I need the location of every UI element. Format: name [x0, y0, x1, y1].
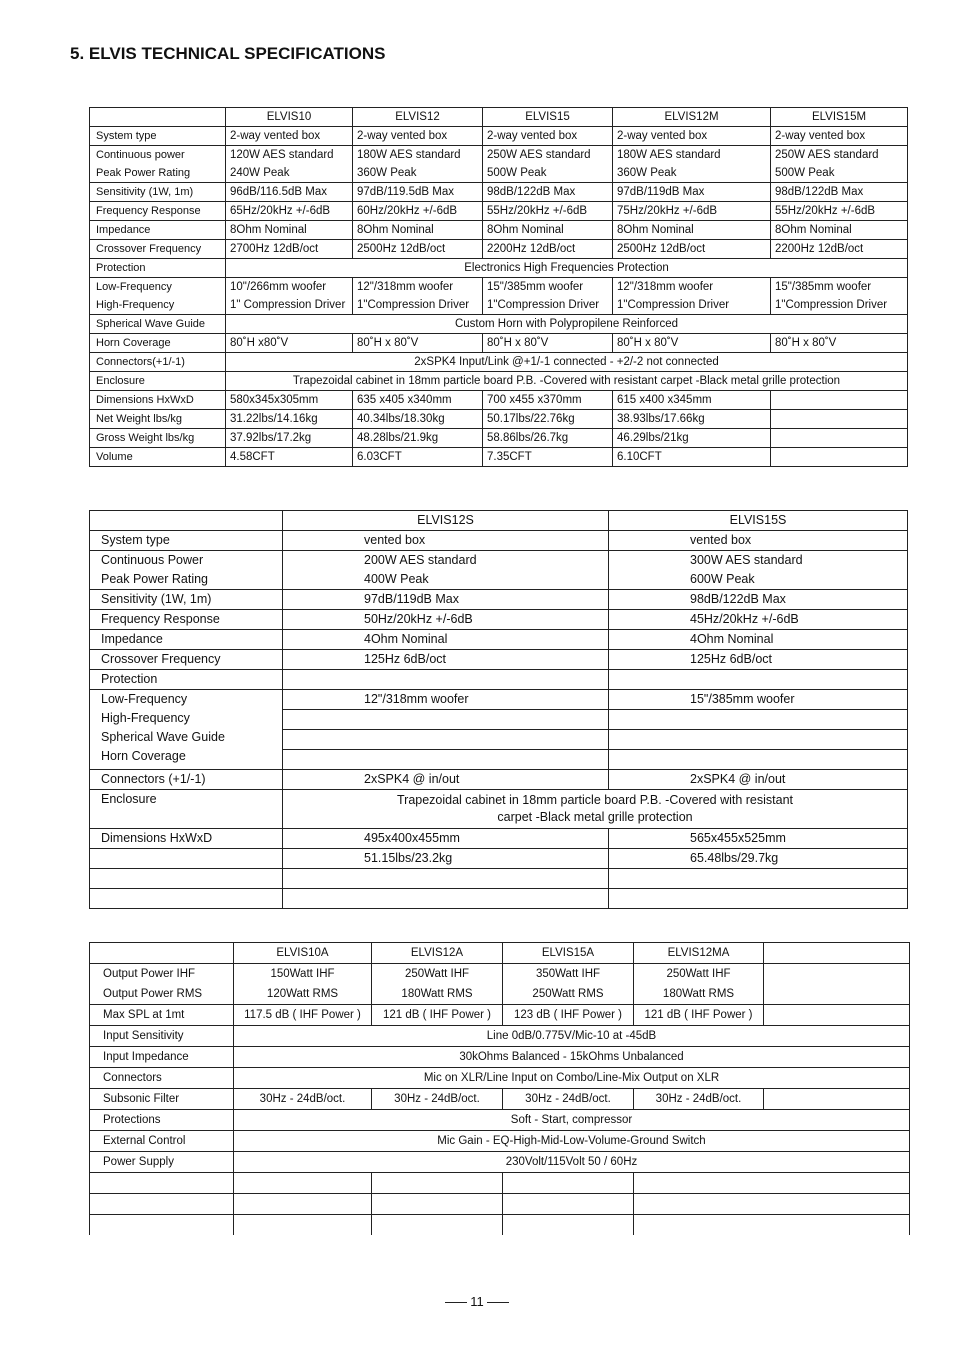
column-header: ELVIS12MA — [634, 943, 764, 964]
table-cell: 80˚H x 80˚V — [771, 334, 908, 353]
row-label: Gross Weight lbs/kg — [90, 429, 226, 448]
row-label-line: High-Frequency — [96, 299, 175, 311]
row-label: Enclosure — [90, 372, 226, 391]
table-row — [90, 146, 908, 183]
row-label: Volume — [90, 448, 226, 467]
table-cell — [283, 670, 609, 690]
table-cell — [613, 146, 771, 183]
merged-cell: Soft - Start, compressor — [234, 1110, 910, 1131]
table-cell: 2-way vented box — [226, 127, 353, 146]
cell-line: 12"/318mm woofer — [617, 281, 714, 293]
table-row — [90, 650, 908, 670]
table-cell: 615 x400 x345mm — [613, 391, 771, 410]
cell-line: 12"/318mm woofer — [357, 281, 454, 293]
cell-line: 1" Compression Driver — [230, 299, 346, 311]
row-label: Sensitivity (1W, 1m) — [90, 183, 226, 202]
row-label-line: Horn Coverage — [101, 749, 186, 763]
row-label: System type — [90, 127, 226, 146]
table-cell: 48.28lbs/21.9kg — [353, 429, 483, 448]
table-cell — [372, 964, 503, 1005]
table-cell: 635 x405 x340mm — [353, 391, 483, 410]
table-row — [90, 127, 908, 146]
page-number-text: 11 — [470, 1294, 484, 1309]
table-cell: 6.03CFT — [353, 448, 483, 467]
table-cell — [283, 730, 609, 750]
table-cell: 80˚H x 80˚V — [353, 334, 483, 353]
table-row — [90, 240, 908, 259]
table-cell — [226, 146, 353, 183]
table-cell: 50.17lbs/22.76kg — [483, 410, 613, 429]
table-row — [90, 849, 908, 869]
table-cell — [609, 710, 908, 730]
table-cell: 125Hz 6dB/oct — [609, 650, 908, 670]
table-row — [90, 1173, 910, 1194]
table-row — [90, 770, 908, 790]
table-cell: 2200Hz 12dB/oct — [771, 240, 908, 259]
passive-specs-table — [89, 107, 908, 467]
table-row — [90, 1068, 910, 1089]
cell-line: 15"/385mm woofer — [487, 281, 584, 293]
row-label — [90, 690, 283, 770]
merged-cell — [283, 790, 908, 829]
table-cell: 40.34lbs/18.30kg — [353, 410, 483, 429]
column-header: ELVIS15 — [483, 108, 613, 127]
row-label: System type — [90, 531, 283, 551]
cell-line: 1"Compression Driver — [775, 299, 888, 311]
cell-line: 360W Peak — [357, 167, 417, 179]
row-label: Protection — [90, 670, 283, 690]
column-header: ELVIS12M — [613, 108, 771, 127]
cell-line: 180Watt RMS — [401, 988, 473, 1000]
table-cell: 97dB/119.5dB Max — [353, 183, 483, 202]
table-cell: 8Ohm Nominal — [226, 221, 353, 240]
row-label: Connectors — [90, 1068, 234, 1089]
row-label: Max SPL at 1mt — [90, 1005, 234, 1026]
row-label: Enclosure — [90, 790, 283, 829]
table-cell — [609, 730, 908, 750]
table-cell: 8Ohm Nominal — [613, 221, 771, 240]
table-cell: 60Hz/20kHz +/-6dB — [353, 202, 483, 221]
table-cell — [483, 278, 613, 315]
table-cell: 50Hz/20kHz +/-6dB — [283, 610, 609, 630]
row-label: Impedance — [90, 630, 283, 650]
table-cell: 46.29lbs/21kg — [613, 429, 771, 448]
table-row — [90, 1110, 910, 1131]
table-row — [90, 221, 908, 240]
cell-line: 180W AES standard — [617, 149, 721, 161]
cell-line: 360W Peak — [617, 167, 677, 179]
table-cell: 31.22lbs/14.16kg — [226, 410, 353, 429]
row-label-line: Continuous power — [96, 149, 185, 161]
table-cell — [771, 278, 908, 315]
table-cell — [609, 670, 908, 690]
table-row — [90, 964, 910, 1005]
table-row — [90, 590, 908, 610]
table-cell: 8Ohm Nominal — [771, 221, 908, 240]
table-cell: 30Hz - 24dB/oct. — [634, 1089, 764, 1110]
cell-line: 400W Peak — [364, 572, 429, 586]
cell-line: 1"Compression Driver — [357, 299, 470, 311]
merged-cell: 30kOhms Balanced - 15kOhms Unbalanced — [234, 1047, 910, 1068]
table-cell: 80˚H x80˚V — [226, 334, 353, 353]
row-label: Net Weight lbs/kg — [90, 410, 226, 429]
table-cell: 2500Hz 12dB/oct — [613, 240, 771, 259]
table-cell: vented box — [609, 531, 908, 551]
row-label: Spherical Wave Guide — [90, 315, 226, 334]
cell-line: 600W Peak — [690, 572, 755, 586]
row-label: Sensitivity (1W, 1m) — [90, 590, 283, 610]
row-label: Impedance — [90, 221, 226, 240]
row-label: Horn Coverage — [90, 334, 226, 353]
table-cell — [226, 278, 353, 315]
cell-line: 250Watt IHF — [404, 968, 470, 980]
table-row — [90, 278, 908, 315]
table-cell: 2200Hz 12dB/oct — [483, 240, 613, 259]
table-cell — [609, 750, 908, 770]
cell-line: 1"Compression Driver — [617, 299, 730, 311]
table-cell — [283, 551, 609, 590]
table-cell: 80˚H x 80˚V — [613, 334, 771, 353]
table-cell: 55Hz/20kHz +/-6dB — [483, 202, 613, 221]
table-cell: 125Hz 6dB/oct — [283, 650, 609, 670]
table-cell: 8Ohm Nominal — [483, 221, 613, 240]
table-cell: 2700Hz 12dB/oct — [226, 240, 353, 259]
row-label — [90, 849, 283, 869]
cell-line: 1"Compression Driver — [487, 299, 600, 311]
table-cell: 51.15lbs/23.2kg — [283, 849, 609, 869]
table-cell: 30Hz - 24dB/oct. — [234, 1089, 372, 1110]
table-row — [90, 429, 908, 448]
table-row — [90, 372, 908, 391]
table-cell: 15"/385mm woofer — [609, 690, 908, 710]
cell-line: 10"/266mm woofer — [230, 281, 327, 293]
table-cell: vented box — [283, 531, 609, 551]
table-row — [90, 1026, 910, 1047]
row-label-line: High-Frequency — [101, 711, 190, 725]
table-row — [90, 183, 908, 202]
table-row — [90, 889, 908, 909]
cell-line: carpet -Black metal grille protection — [497, 810, 693, 824]
row-label — [90, 964, 234, 1005]
page-title: 5. ELVIS TECHNICAL SPECIFICATIONS — [70, 44, 386, 63]
cell-line: 250Watt RMS — [532, 988, 604, 1000]
table-header-row — [90, 108, 908, 127]
table-cell — [771, 448, 908, 467]
table-row — [90, 1131, 910, 1152]
column-header: ELVIS12A — [372, 943, 503, 964]
table-header-row — [90, 943, 910, 964]
divider — [445, 1302, 467, 1303]
table-cell — [771, 410, 908, 429]
table-cell: 2-way vented box — [613, 127, 771, 146]
row-label: Protection — [90, 259, 226, 278]
table-cell: 65Hz/20kHz +/-6dB — [226, 202, 353, 221]
table-cell: 4Ohm Nominal — [609, 630, 908, 650]
table-cell — [771, 429, 908, 448]
table-row — [90, 1047, 910, 1068]
cell-line: 250W AES standard — [775, 149, 879, 161]
table-cell: 2-way vented box — [771, 127, 908, 146]
row-label: Dimensions HxWxD — [90, 391, 226, 410]
table-cell: 2500Hz 12dB/oct — [353, 240, 483, 259]
table-cell: 55Hz/20kHz +/-6dB — [771, 202, 908, 221]
cell-line: 150Watt IHF — [270, 968, 335, 980]
merged-cell: 2xSPK4 Input/Link @+1/-1 connected - +2/-2 not connected — [226, 353, 908, 372]
table-cell: 121 dB ( IHF Power ) — [634, 1005, 764, 1026]
table-cell — [483, 146, 613, 183]
cell-line: 120W AES standard — [230, 149, 334, 161]
table-cell: 96dB/116.5dB Max — [226, 183, 353, 202]
cell-line: 240W Peak — [230, 167, 290, 179]
cell-line: 500W Peak — [775, 167, 835, 179]
table-row — [90, 1194, 910, 1215]
cell-line: 180Watt RMS — [662, 988, 735, 1000]
table-cell: 495x400x455mm — [283, 829, 609, 849]
merged-cell: Mic on XLR/Line Input on Combo/Line-Mix Output on XLR — [234, 1068, 910, 1089]
table-cell: 4Ohm Nominal — [283, 630, 609, 650]
table-cell: 7.35CFT — [483, 448, 613, 467]
table-cell: 65.48lbs/29.7kg — [609, 849, 908, 869]
cell-line: 15"/385mm woofer — [775, 281, 872, 293]
table-cell: 45Hz/20kHz +/-6dB — [609, 610, 908, 630]
table-cell — [234, 964, 372, 1005]
column-header: ELVIS15A — [503, 943, 634, 964]
table-cell — [353, 146, 483, 183]
table-cell: 58.86lbs/26.7kg — [483, 429, 613, 448]
merged-cell: Mic Gain - EQ-High-Mid-Low-Volume-Ground Switch — [234, 1131, 910, 1152]
page-number — [0, 1294, 954, 1309]
row-label-line: Output Power RMS — [103, 988, 203, 1000]
table-cell — [283, 710, 609, 730]
column-header: ELVIS15S — [609, 511, 908, 531]
table-row — [90, 551, 908, 590]
row-label: Input Impedance — [90, 1047, 234, 1068]
table-cell — [609, 551, 908, 590]
table-row — [90, 353, 908, 372]
table-cell: 97dB/119dB Max — [613, 183, 771, 202]
table-row — [90, 790, 908, 829]
merged-cell: Trapezoidal cabinet in 18mm particle board P.B. -Covered with resistant carpet -Black metal grille protection — [226, 372, 908, 391]
column-header: ELVIS10A — [234, 943, 372, 964]
cell-line: 180W AES standard — [357, 149, 461, 161]
cell-line: 120Watt RMS — [266, 988, 339, 1000]
table-cell — [283, 750, 609, 770]
row-label: Connectors(+1/-1) — [90, 353, 226, 372]
row-label: External Control — [90, 1131, 234, 1152]
table-cell: 98dB/122dB Max — [771, 183, 908, 202]
table-row — [90, 1152, 910, 1173]
table-cell: 121 dB ( IHF Power ) — [372, 1005, 503, 1026]
table-cell: 2xSPK4 @ in/out — [609, 770, 908, 790]
table-header-row — [90, 511, 908, 531]
row-label-line: Output Power IHF — [103, 968, 196, 980]
active-specs-table — [89, 942, 910, 1235]
table-cell: 123 dB ( IHF Power ) — [503, 1005, 634, 1026]
cell-line: Trapezoidal cabinet in 18mm particle board P.B. -Covered with resistant — [396, 793, 794, 807]
merged-cell: Line 0dB/0.775V/Mic-10 at -45dB — [234, 1026, 910, 1047]
column-header: ELVIS12 — [353, 108, 483, 127]
cell-line: 300W AES standard — [690, 553, 803, 567]
table-row — [90, 670, 908, 690]
divider — [487, 1302, 509, 1303]
row-label: Power Supply — [90, 1152, 234, 1173]
table-cell — [503, 964, 634, 1005]
merged-cell: 230Volt/115Volt 50 / 60Hz — [234, 1152, 910, 1173]
column-header: ELVIS12S — [283, 511, 609, 531]
table-row — [90, 690, 908, 710]
table-cell: 700 x455 x370mm — [483, 391, 613, 410]
table-row — [90, 259, 908, 278]
table-cell: 117.5 dB ( IHF Power ) — [234, 1005, 372, 1026]
row-label: Connectors (+1/-1) — [90, 770, 283, 790]
row-label: Frequency Response — [90, 610, 283, 630]
table-row — [90, 610, 908, 630]
column-header: ELVIS15M — [771, 108, 908, 127]
table-cell — [771, 146, 908, 183]
row-label: Dimensions HxWxD — [90, 829, 283, 849]
table-row — [90, 448, 908, 467]
table-cell — [634, 964, 764, 1005]
table-cell — [771, 391, 908, 410]
table-cell: 30Hz - 24dB/oct. — [372, 1089, 503, 1110]
row-label — [90, 278, 226, 315]
table-cell: 565x455x525mm — [609, 829, 908, 849]
table-cell: 6.10CFT — [613, 448, 771, 467]
table-row — [90, 410, 908, 429]
subwoofer-specs-table — [89, 510, 908, 909]
cell-line: 250W AES standard — [487, 149, 591, 161]
table-row — [90, 1215, 910, 1236]
row-label-line: Low-Frequency — [96, 281, 172, 293]
table-cell: 98dB/122dB Max — [609, 590, 908, 610]
table-row — [90, 391, 908, 410]
table-cell: 38.93lbs/17.66kg — [613, 410, 771, 429]
table-row — [90, 1089, 910, 1110]
row-label-line: Low-Frequency — [101, 692, 188, 706]
table-row — [90, 869, 908, 889]
table-cell: 75Hz/20kHz +/-6dB — [613, 202, 771, 221]
table-cell: 37.92lbs/17.2kg — [226, 429, 353, 448]
table-cell: 30Hz - 24dB/oct. — [503, 1089, 634, 1110]
table-cell — [613, 278, 771, 315]
row-label-line: Spherical Wave Guide — [101, 730, 225, 744]
row-label: Crossover Frequency — [90, 650, 283, 670]
table-cell: 97dB/119dB Max — [283, 590, 609, 610]
table-row — [90, 630, 908, 650]
table-cell: 8Ohm Nominal — [353, 221, 483, 240]
column-header: ELVIS10 — [226, 108, 353, 127]
row-label-line: Peak Power Rating — [96, 167, 191, 179]
table-row — [90, 334, 908, 353]
table-cell: 2-way vented box — [483, 127, 613, 146]
cell-line: 250Watt IHF — [666, 968, 731, 980]
table-cell: 4.58CFT — [226, 448, 353, 467]
row-label: Frequency Response — [90, 202, 226, 221]
row-label: Crossover Frequency — [90, 240, 226, 259]
merged-cell: Electronics High Frequencies Protection — [226, 259, 908, 278]
row-label: Subsonic Filter — [90, 1089, 234, 1110]
cell-line: 200W AES standard — [364, 553, 477, 567]
table-cell: 2-way vented box — [353, 127, 483, 146]
table-cell: 2xSPK4 @ in/out — [283, 770, 609, 790]
row-label — [90, 146, 226, 183]
table-row — [90, 531, 908, 551]
table-cell: 580x345x305mm — [226, 391, 353, 410]
table-row — [90, 829, 908, 849]
table-row — [90, 202, 908, 221]
cell-line: 500W Peak — [487, 167, 547, 179]
table-cell: 98dB/122dB Max — [483, 183, 613, 202]
table-row — [90, 1005, 910, 1026]
row-label-line: Continuous Power — [101, 553, 204, 567]
row-label — [90, 551, 283, 590]
table-cell: 80˚H x 80˚V — [483, 334, 613, 353]
table-cell — [353, 278, 483, 315]
row-label-line: Peak Power Rating — [101, 572, 209, 586]
row-label: Input Sensitivity — [90, 1026, 234, 1047]
table-row — [90, 315, 908, 334]
cell-line: 350Watt IHF — [535, 968, 601, 980]
merged-cell: Custom Horn with Polypropilene Reinforced — [226, 315, 908, 334]
table-cell: 12"/318mm woofer — [283, 690, 609, 710]
row-label: Protections — [90, 1110, 234, 1131]
